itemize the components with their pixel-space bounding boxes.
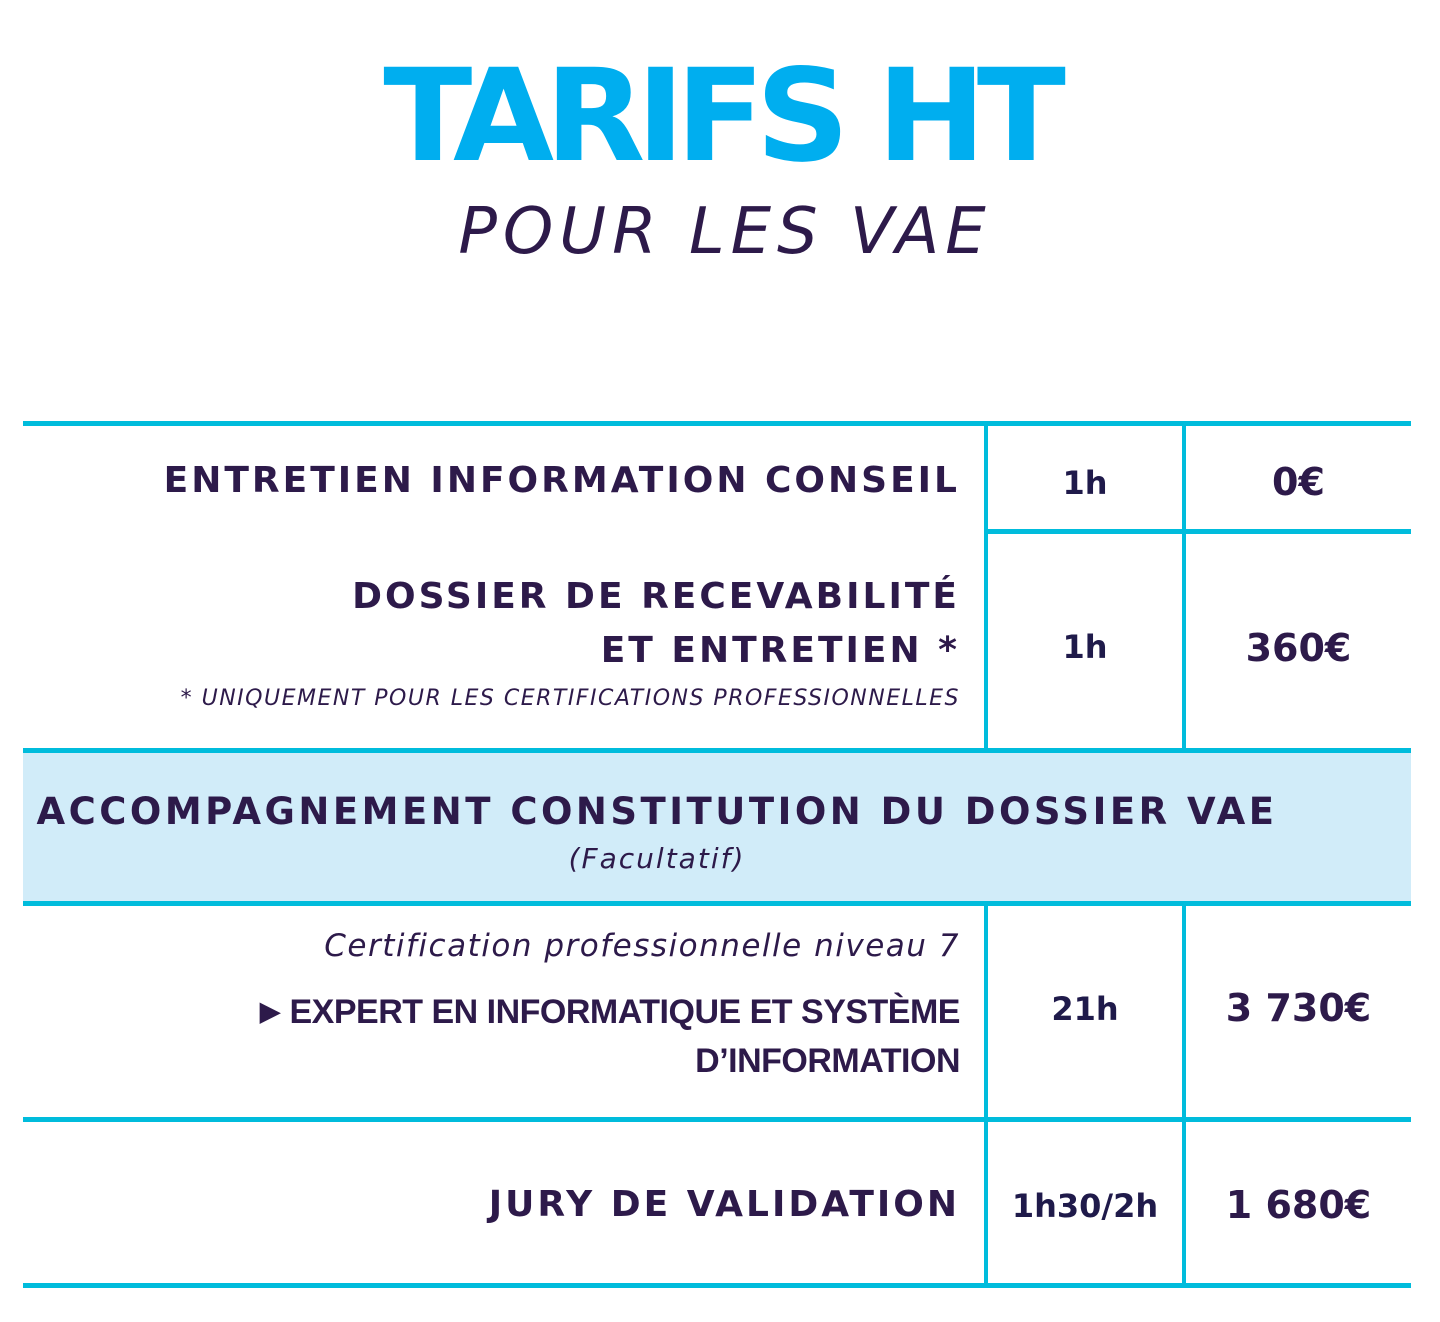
certification-level: Certification professionnelle niveau 7 <box>324 928 960 964</box>
row-price: 0€ <box>1272 460 1325 504</box>
page-subtitle: POUR LES VAE <box>458 195 992 269</box>
row-footnote: * UNIQUEMENT POUR LES CERTIFICATIONS PROFESSIONNELLES <box>180 686 960 711</box>
row-duration: 1h <box>1062 464 1108 502</box>
column-divider-2b <box>1182 901 1186 1288</box>
table-bottom-rule <box>23 1283 1411 1288</box>
row-price: 3 730€ <box>1225 986 1372 1030</box>
row-price: 360€ <box>1245 626 1352 670</box>
row-divider-3 <box>23 901 1411 906</box>
column-divider-1b <box>984 901 988 1288</box>
row-label-line1: DOSSIER DE RECEVABILITÉ <box>352 576 960 617</box>
row-divider-2 <box>23 748 1411 753</box>
triangle-right-icon: ▶ <box>260 996 280 1026</box>
row-label: ENTRETIEN INFORMATION CONSEIL <box>163 460 960 501</box>
row-divider-4 <box>23 1117 1411 1122</box>
row-duration: 1h30/2h <box>1011 1187 1159 1225</box>
row-duration: 1h <box>1062 628 1108 666</box>
row-label: JURY DE VALIDATION <box>488 1184 960 1225</box>
table-top-rule <box>23 421 1411 426</box>
section-title: ACCOMPAGNEMENT CONSTITUTION DU DOSSIER VAE <box>36 790 1278 833</box>
certification-name-line2: D’INFORMATION <box>695 1042 960 1080</box>
row-price: 1 680€ <box>1225 1183 1372 1227</box>
row-duration: 21h <box>1051 990 1119 1028</box>
row-label-line2: ET ENTRETIEN * <box>600 630 960 671</box>
page-title: TARIFS HT <box>383 42 1057 191</box>
section-subtitle: (Facultatif) <box>568 842 746 875</box>
certification-name-line1 <box>260 986 960 1037</box>
certification-name: EXPERT EN INFORMATIQUE ET SYSTÈME <box>289 993 960 1031</box>
row-divider-1 <box>986 529 1411 534</box>
